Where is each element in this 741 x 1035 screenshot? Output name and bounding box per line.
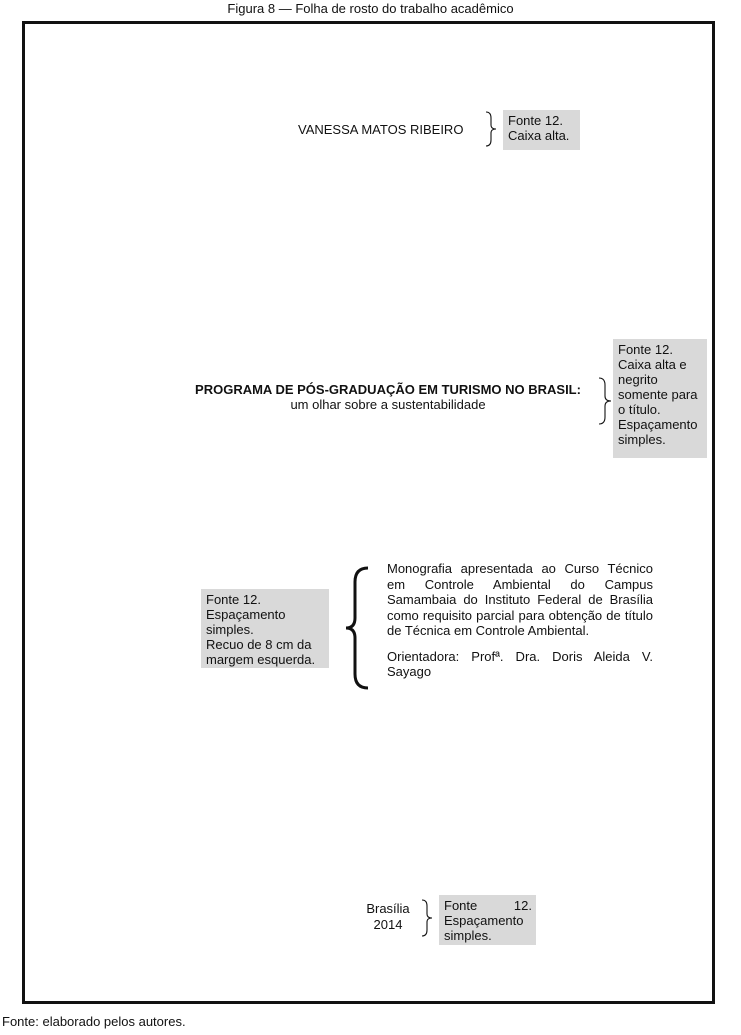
work-title	[170, 382, 606, 412]
author-note	[503, 110, 580, 150]
nature-text: Monografia apresentada ao Curso Técnico em Controle Ambiental do Campus Samambaia do Instituto Federal de Brasília como requisito parcial para obtenção de título de Técnica em Controle Ambiental.	[387, 561, 653, 638]
nature-brace-icon	[343, 566, 371, 690]
nature-note	[201, 589, 329, 668]
title-note	[613, 339, 707, 458]
nature-note-line: margem esquerda.	[206, 652, 316, 667]
place-date	[360, 901, 416, 933]
title-note-line: Fonte 12.	[618, 342, 673, 357]
title-note-line: simples.	[618, 432, 666, 447]
title-note-line: Caixa alta e	[618, 357, 687, 372]
advisor: Orientadora: Profª. Dra. Doris Aleida V. Sayago	[387, 648, 653, 679]
title-subtitle: um olhar sobre a sustentabilidade	[290, 397, 486, 412]
author-note-line: Caixa alta.	[508, 128, 570, 143]
title-note-line: somente para	[618, 387, 698, 402]
place-note-line: simples.	[444, 928, 492, 943]
title-brace-icon	[598, 377, 612, 425]
figure-caption: Figura 8 — Folha de rosto do trabalho acadêmico	[227, 1, 514, 16]
nature-note-line: Recuo de 8 cm da	[206, 637, 312, 652]
title-page-frame	[22, 21, 715, 1004]
nature-of-work	[387, 561, 653, 680]
author-brace-icon	[485, 111, 497, 147]
title-note-line: negrito	[618, 372, 658, 387]
figure-source: Fonte: elaborado pelos autores.	[2, 1014, 186, 1029]
place-brace-icon	[421, 899, 433, 937]
author-name: VANESSA MATOS RIBEIRO	[298, 122, 464, 137]
nature-note-line: simples.	[206, 622, 254, 637]
nature-note-line: Fonte 12.	[206, 592, 261, 607]
author-note-line: Fonte 12.	[508, 113, 563, 128]
title-note-line: Espaçamento	[618, 417, 698, 432]
city: Brasília	[366, 901, 410, 916]
title-note-line: o título.	[618, 402, 661, 417]
place-note	[439, 895, 536, 945]
place-note-line: Espaçamento	[444, 913, 524, 928]
place-note-line: Fonte 12.	[444, 898, 532, 913]
title-main: PROGRAMA DE PÓS-GRADUAÇÃO EM TURISMO NO BRASIL:	[195, 382, 581, 397]
nature-note-line: Espaçamento	[206, 607, 286, 622]
year: 2014	[373, 917, 403, 932]
